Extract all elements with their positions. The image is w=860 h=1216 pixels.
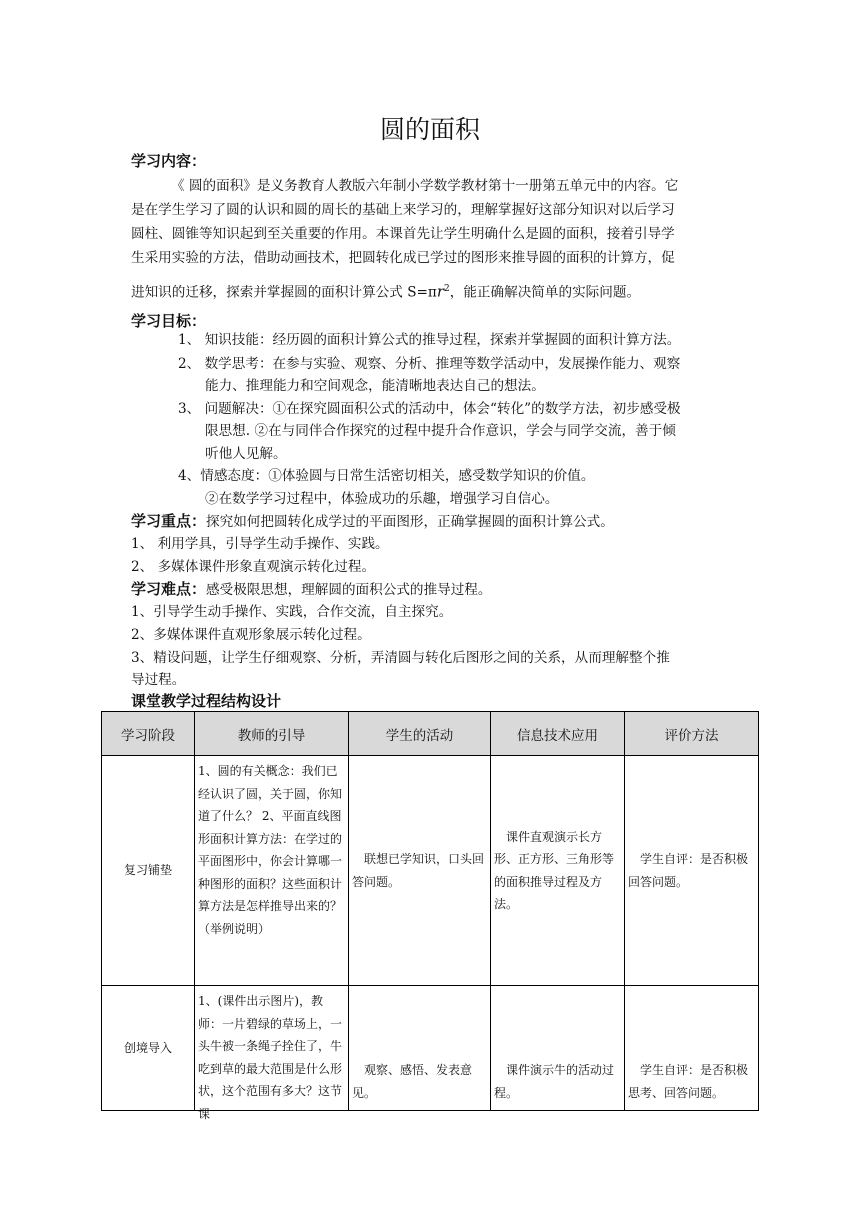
goal-item: 3、 问题解决：①在探究圆面积公式的活动中，体会“转化”的数学方法，初步感受极 (178, 401, 681, 417)
goal-item: 4、情感态度：①体验圆与日常生活密切相关，感受数学知识的价值。 (178, 468, 595, 484)
table-row (102, 986, 759, 1111)
goal-item: 能力、推理能力和空间观念，能清晰地表达自己的想法。 (205, 378, 545, 394)
content-line-4: 生采用实验的方法，借助动画技术，把圆转化成已学过的图形来推导圆的面积的计算方，促 (131, 250, 675, 266)
row-stage: 复习铺垫 (102, 756, 195, 986)
row-student: 观察、感悟、发表意见。 (349, 986, 491, 1111)
row-teacher: 1、圆的有关概念：我们已经认识了圆，关于圆，你知道了什么？ 2、平面直线图形面积计算方法：在学过的平面图形中，你会计算哪一种图形的面积？这些面积计算方法是怎样推导出来的？（举例说明） (195, 756, 349, 986)
row-eval: 学生自评：是否积极思考、回答问题。 (625, 986, 759, 1111)
table-header-row (102, 712, 759, 756)
goal-item: 限思想. ②在与同伴合作探究的过程中提升合作意识，学会与同学交流，善于倾 (205, 423, 676, 439)
content-line-3: 圆柱、圆锥等知识起到至关重要的作用。本课首先让学生明确什么是圆的面积，接着引导学 (131, 226, 675, 242)
difficulty-item: 3、精设问题，让学生仔细观察、分析，弄清圆与转化后图形之间的关系，从而理解整个推 (131, 650, 670, 666)
document-title: 圆的面积 (379, 115, 480, 144)
difficulty-line (131, 578, 491, 601)
content-line-5-post: ，能正确解决简单的实际问题。 (449, 284, 641, 301)
table-row (102, 756, 759, 986)
content-line-5 (131, 278, 640, 304)
key-line (131, 510, 614, 533)
row-student: 联想已学知识，口头回答问题。 (349, 756, 491, 986)
lesson-process-table (101, 711, 759, 1121)
content-line-2: 是在学生学习了圆的认识和圆的周长的基础上来学习的，理解掌握好这部分知识对以后学习 (131, 202, 675, 218)
goal-item: 1、 知识技能：经历圆的面积计算公式的推导过程，探索并掌握圆的面积计算方法。 (178, 332, 681, 348)
goal-item: 听他人见解。 (205, 446, 287, 462)
content-line-5-pre: 进知识的迁移，探索并掌握圆的面积计算公式 S=π (131, 284, 437, 301)
row-stage: 创境导入 (102, 986, 195, 1111)
goal-item: ②在数学学习过程中，体验成功的乐趣，增强学习自信心。 (205, 491, 559, 507)
row-tech: 课件演示牛的活动过程。 (491, 986, 625, 1111)
header-teacher: 教师的引导 (195, 712, 349, 756)
difficulty-text: 感受极限思想，理解圆的面积公式的推导过程。 (206, 582, 492, 598)
key-item: 1、 利用学具，引导学生动手操作、实践。 (131, 536, 389, 552)
table-title: 课堂教学过程结构设计 (131, 692, 282, 710)
difficulty-item: 导过程。 (131, 672, 186, 688)
key-item: 2、 多媒体课件形象直观演示转化过程。 (131, 559, 376, 575)
difficulty-item: 1、引导学生动手操作、实践，合作交流，自主探究。 (131, 604, 453, 620)
key-text: 探究如何把圆转化成学过的平面图形，正确掌握圆的面积计算公式。 (206, 514, 614, 530)
formula-exponent: 2 (444, 284, 450, 294)
content-heading: 学习内容： (131, 152, 207, 170)
row-eval: 学生自评：是否积极回答问题。 (625, 756, 759, 986)
difficulty-item: 2、多媒体课件直观形象展示转化过程。 (131, 627, 371, 643)
header-student: 学生的活动 (349, 712, 491, 756)
difficulty-heading: 学习难点： (131, 580, 207, 598)
key-heading: 学习重点： (131, 512, 207, 530)
header-stage: 学习阶段 (102, 712, 195, 756)
goals-heading: 学习目标： (131, 312, 207, 330)
row-tech: 课件直观演示长方形、正方形、三角形等的面积推导过程及方法。 (491, 756, 625, 986)
header-tech: 信息技术应用 (491, 712, 625, 756)
content-line-1: 《 圆的面积》是义务教育人教版六年制小学数学教材第十一册第五单元中的内容。它 (171, 178, 679, 194)
row-teacher: 1、(课件出示图片)，教师：一片碧绿的草场上，一头牛被一条绳子拴住了，牛吃到草的最大范围是什么形状，这个范围有多大？这节课 (198, 994, 343, 1121)
formula-radius: r (436, 282, 445, 301)
header-eval: 评价方法 (625, 712, 759, 756)
goal-item: 2、 数学思考：在参与实验、观察、分析、推理等数学活动中，发展操作能力、观察 (178, 356, 681, 372)
row-teacher-cell (195, 986, 349, 1121)
